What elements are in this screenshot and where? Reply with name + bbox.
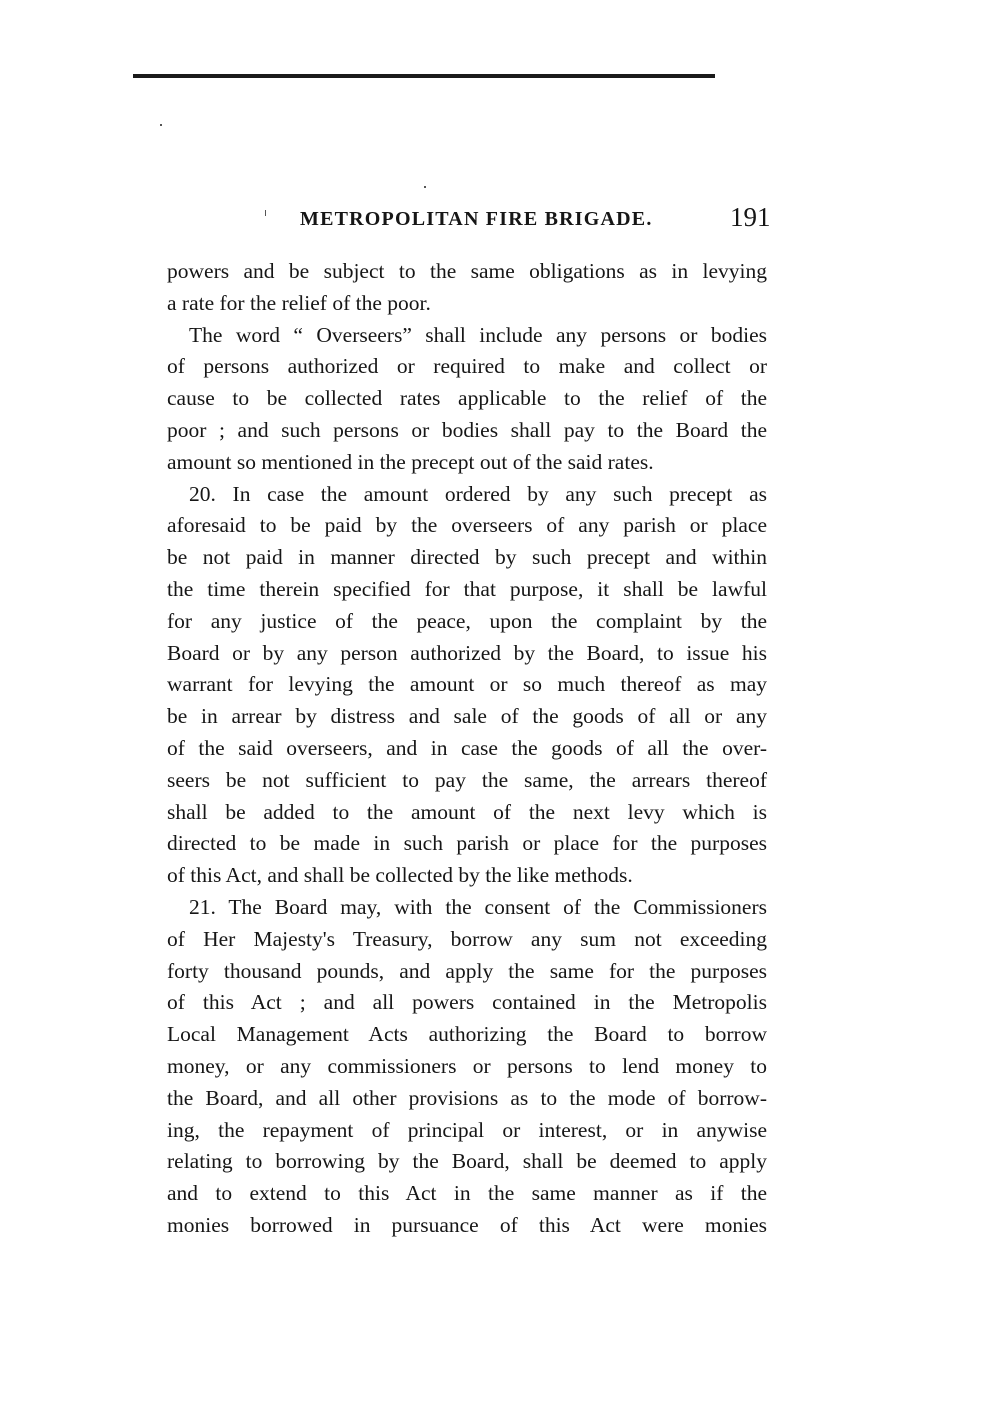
text-line: for any justice of the peace, upon the complaint by the <box>167 608 767 633</box>
text-line: of this Act ; and all powers contained in the Metropolis <box>167 990 767 1015</box>
text-line: be in arrear by distress and sale of the goods of all or any <box>167 704 767 729</box>
section-21-start: 21. The Board may, with the consent of the Commissioners <box>189 894 767 919</box>
scan-speck <box>265 210 266 216</box>
text-line: amount so mentioned in the precept out of the said rates. <box>167 449 654 474</box>
scan-speck <box>160 124 162 126</box>
text-line: of the said overseers, and in case the goods of all the over- <box>167 735 767 760</box>
running-title: METROPOLITAN FIRE BRIGADE. <box>300 208 653 230</box>
text-line: shall be added to the amount of the next levy which is <box>167 799 767 824</box>
text-line: and to extend to this Act in the same manner as if the <box>167 1181 767 1206</box>
text-line: ing, the repayment of principal or interest, or in anywise <box>167 1117 767 1142</box>
text-line: The word “ Overseers” shall include any persons or bodies <box>189 322 767 347</box>
text-line: Local Management Acts authorizing the Board to borrow <box>167 1022 767 1047</box>
text-line: cause to be collected rates applicable to the relief of the <box>167 386 767 411</box>
page-header <box>300 202 770 238</box>
text-line: relating to borrowing by the Board, shall be deemed to apply <box>167 1149 767 1174</box>
text-line: seers be not sufficient to pay the same, the arrears thereof <box>167 767 767 792</box>
text-line: the Board, and all other provisions as to the mode of borrow- <box>167 1085 767 1110</box>
text-line: the time therein specified for that purpose, it shall be lawful <box>167 576 767 601</box>
text-line: aforesaid to be paid by the overseers of any parish or place <box>167 513 767 538</box>
text-line: powers and be subject to the same obligations as in levying <box>167 259 767 283</box>
text-line: Board or by any person authorized by the Board, to issue his <box>167 640 767 665</box>
text-line: poor ; and such persons or bodies shall pay to the Board the <box>167 417 767 442</box>
section-20-start: 20. In case the amount ordered by any such precept as <box>189 481 767 506</box>
text-line: monies borrowed in pursuance of this Act were monies <box>167 1212 767 1237</box>
text-line: of Her Majesty's Treasury, borrow any sum not exceeding <box>167 926 767 951</box>
text-line: be not paid in manner directed by such precept and within <box>167 545 767 570</box>
text-line: directed to be made in such parish or place for the purposes <box>167 831 767 856</box>
text-line: money, or any commissioners or persons to lend money to <box>167 1053 767 1078</box>
top-rule <box>133 74 715 78</box>
text-line: warrant for levying the amount or so much thereof as may <box>167 672 767 697</box>
page-number: 191 <box>730 202 771 232</box>
text-line: of this Act, and shall be collected by the like methods. <box>167 863 633 888</box>
body-text <box>167 256 767 1242</box>
text-line: a rate for the relief of the poor. <box>167 290 431 315</box>
text-line: forty thousand pounds, and apply the same for the purposes <box>167 958 767 983</box>
text-line: of persons authorized or required to make and collect or <box>167 354 767 379</box>
scan-speck <box>424 186 426 188</box>
